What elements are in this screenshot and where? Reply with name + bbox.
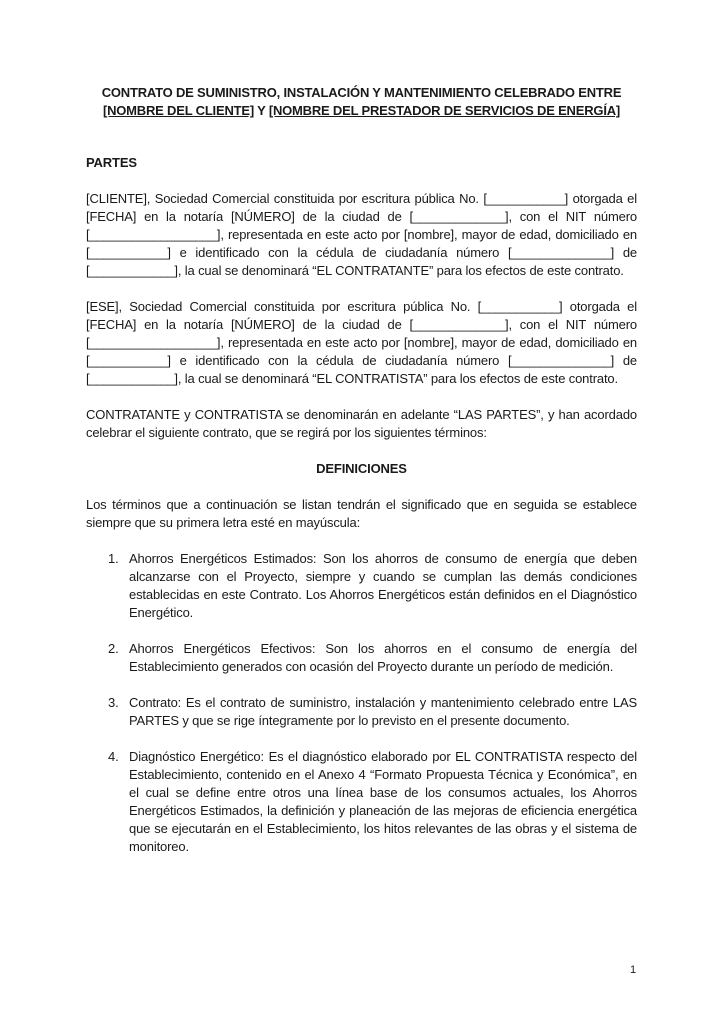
definitions-list (86, 550, 637, 856)
definition-item (86, 550, 637, 622)
definition-text: Diagnóstico Energético: Es el diagnóstico elaborado por EL CONTRATISTA respecto del Establecimiento, contenido en el Anexo 4 “Formato Propuesta Técnica y Económica”, en el cual se define entre otros una línea base de los consumos actuales, los Ahorros Energéticos Estimados, la definición y planeación de las mejoras de eficiencia energética que se ejecutarán en el Establecimiento, los hitos relevantes de las obras y el sistema de monitoreo. (129, 749, 637, 854)
definition-item (86, 694, 637, 730)
title-connector: Y (253, 103, 269, 118)
parties-agreement-paragraph: CONTRATANTE y CONTRATISTA se denominarán en adelante “LAS PARTES”, y han acordado celebrar el siguiente contrato, que se regirá por los siguientes términos: (86, 407, 637, 440)
definition-number: 1. (108, 551, 119, 566)
definitions-intro-paragraph: Los términos que a continuación se listan tendrán el significado que en seguida se establece siempre que su primera letra esté en mayúscula: (86, 497, 637, 530)
definition-number: 3. (108, 695, 119, 710)
title-line-2 (86, 102, 637, 120)
title-line-1: CONTRATO DE SUMINISTRO, INSTALACIÓN Y MANTENIMIENTO CELEBRADO ENTRE (101, 85, 622, 100)
definition-text: Contrato: Es el contrato de suministro, instalación y mantenimiento celebrado entre LAS PARTES y que se rige íntegramente por lo previsto en el presente documento. (129, 695, 637, 728)
title-client-placeholder: [NOMBRE DEL CLIENTE] (102, 103, 254, 118)
definition-item (86, 640, 637, 676)
document-page (86, 84, 637, 874)
section-heading-definitions: DEFINICIONES (316, 461, 407, 476)
definition-number: 4. (108, 749, 119, 764)
party-client-paragraph: [CLIENTE], Sociedad Comercial constituida por escritura pública No. [___________] otorgada el [FECHA] en la notaría [NÚMERO] de la ciudad de [_____________], con el NIT número [__________________], representada en este acto por [nombre], mayor de edad, domiciliado en [___________] e identificado con la cédula de ciudadanía número [______________] de [____________], la cual se denominará “EL CONTRATANTE” para los efectos de este contrato. (86, 191, 637, 278)
definition-number: 2. (108, 641, 119, 656)
definition-item (86, 748, 637, 856)
party-provider-paragraph: [ESE], Sociedad Comercial constituida por escritura pública No. [___________] otorgada el [FECHA] en la notaría [NÚMERO] de la ciudad de [_____________], con el NIT número [__________________], representada en este acto por [nombre], mayor de edad, domiciliado en [___________] e identificado con la cédula de ciudadanía número [______________] de [____________], la cual se denominará “EL CONTRATISTA” para los efectos de este contrato. (86, 299, 637, 386)
page-number: 1 (630, 964, 637, 976)
definition-text: Ahorros Energéticos Estimados: Son los ahorros de consumo de energía que deben alcanzarse con el Proyecto, siempre y cuando se cumplan las demás condiciones establecidas en este Contrato. Los Ahorros Energéticos están definidos en el Diagnóstico Energético. (129, 551, 637, 620)
title-provider-placeholder: [NOMBRE DEL PRESTADOR DE SERVICIOS DE ENERGÍA] (268, 103, 621, 118)
definition-text: Ahorros Energéticos Efectivos: Son los ahorros en el consumo de energía del Establecimiento generados con ocasión del Proyecto durante un período de medición. (129, 641, 637, 674)
document-title (86, 84, 637, 120)
section-heading-parties: PARTES (86, 155, 137, 170)
